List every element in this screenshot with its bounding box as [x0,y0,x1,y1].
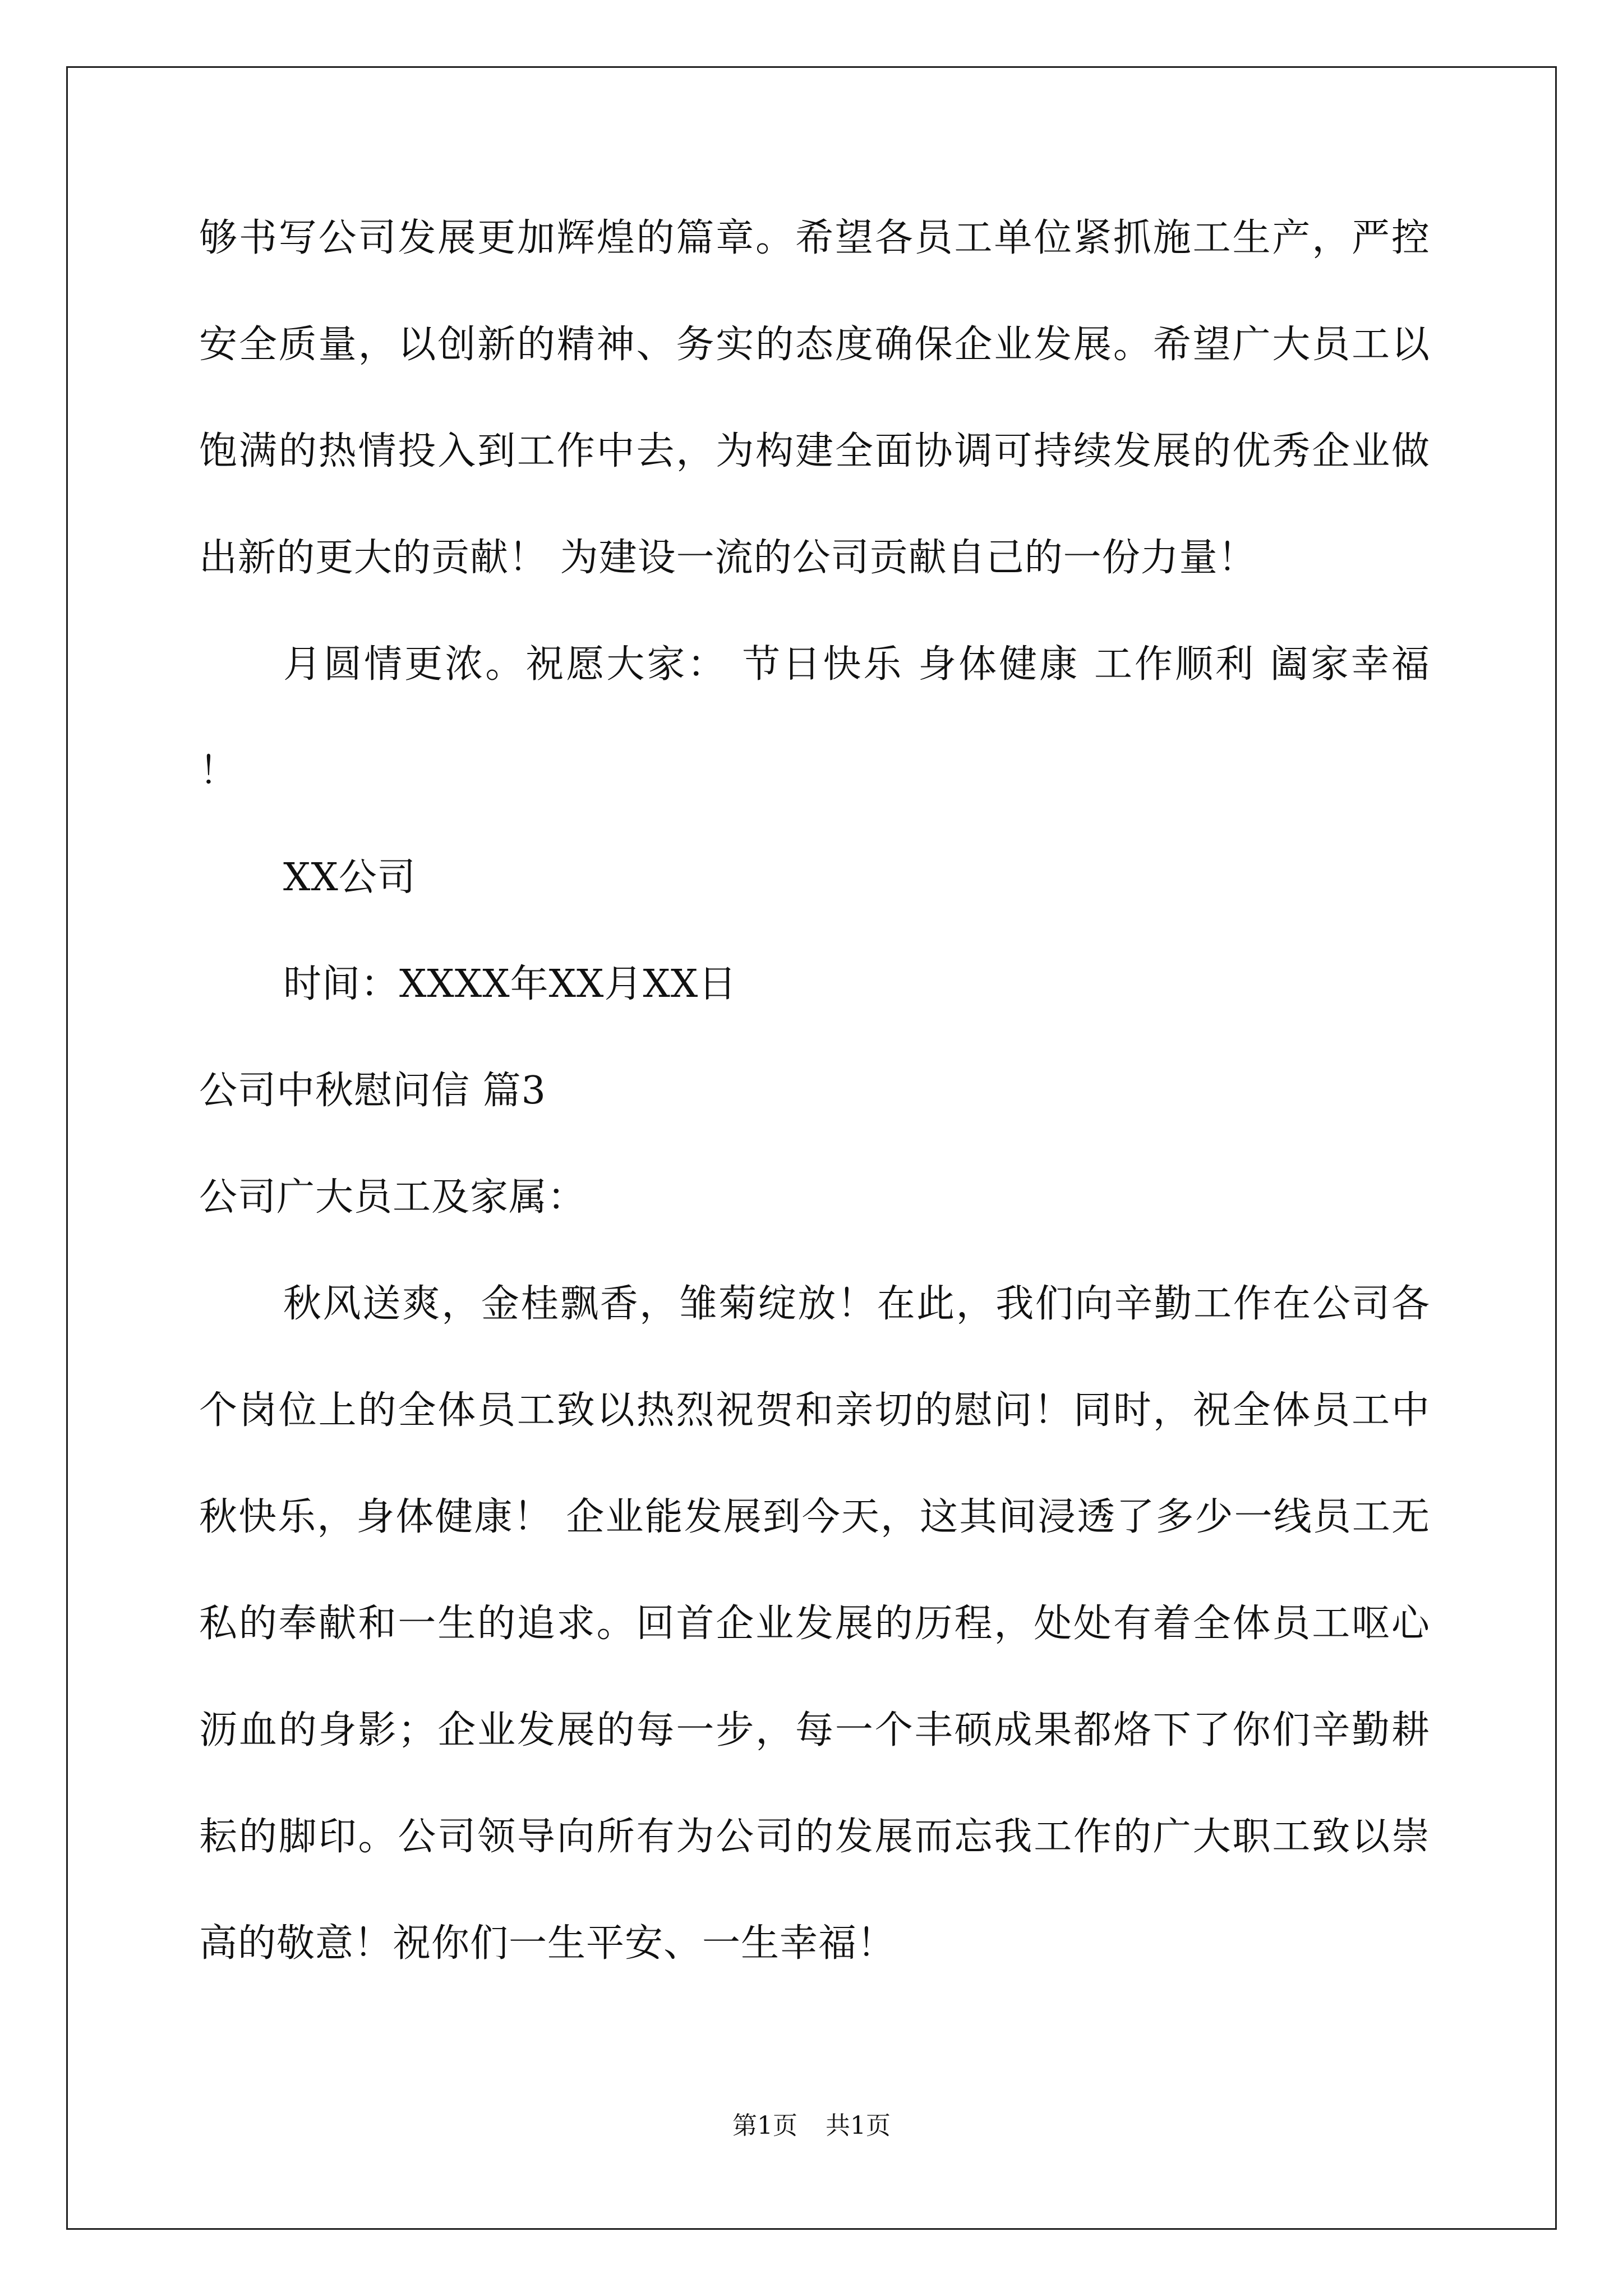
paragraph-greeting: 月圆情更浓。祝愿大家： 节日快乐 身体健康 工作顺利 阖家幸福 ！ [199,642,1430,793]
signature-company: XX公司 [283,855,416,900]
signature-date: 时间：XXXX年XX月XX日 [283,962,737,1006]
salutation: 公司广大员工及家属： [199,1175,587,1220]
paragraph-continuation: 够书写公司发展更加辉煌的篇章。希望各员工单位紧抓施工生产，严控安全质量，以创新的精神、务实的态度确保企业发展。希望广大员工以饱满的热情投入到工作中去，为构建全面协调可持续发展的优秀企业做出新的更大的贡献！ 为建设一流的公司贡献自己的一份力量！ [199,216,1430,580]
page-number: 第1页 [732,2111,797,2140]
page-total: 共1页 [826,2111,891,2140]
page-footer [0,2109,1623,2143]
document-body [199,185,1430,1997]
paragraph-letter-body: 秋风送爽，金桂飘香，雏菊绽放！在此，我们向辛勤工作在公司各个岗位上的全体员工致以热烈祝贺和亲切的慰问！同时，祝全体员工中秋快乐，身体健康！ 企业能发展到今天，这其间浸透了多少一线员工无私的奉献和一生的追求。回首企业发展的历程，处处有着全体员工呕心沥血的身影；企业发展的每一步，每一个丰硕成果都烙下了你们辛勤耕耘的脚印。公司领导向所有为公司的发展而忘我工作的广大职工致以崇高的敬意！祝你们一生平安、一生幸福！ [199,1282,1430,1966]
section-title: 公司中秋慰问信 篇3 [199,1069,546,1113]
